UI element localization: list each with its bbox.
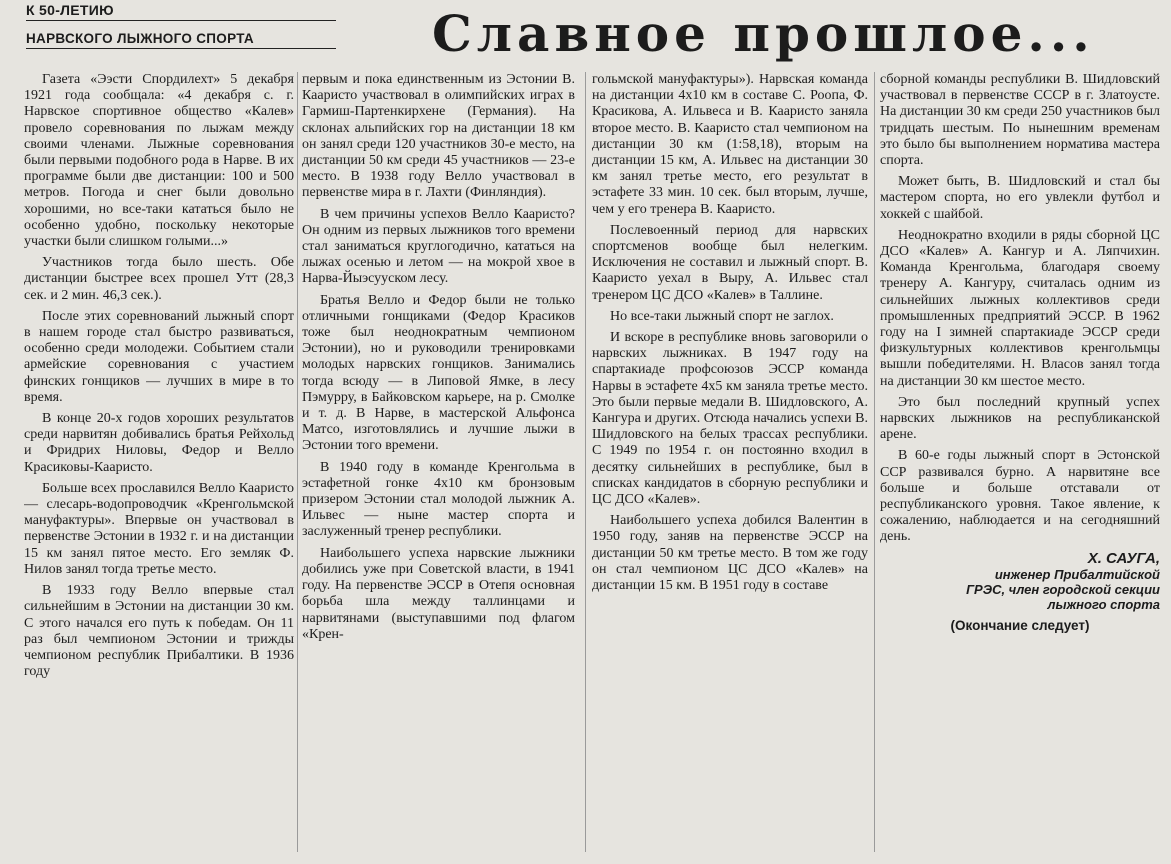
paragraph: В 60-е годы лыжный спорт в Эстонской ССР развивался бурно. А нарвитяне все больше и больше отставали от республиканского уровня. Такое явление, к сожалению, наблюдается и на сегодняшний день. bbox=[880, 448, 1160, 545]
author-name: Х. САУГА, bbox=[1087, 549, 1160, 567]
article-column-4 bbox=[880, 72, 1160, 862]
column-divider bbox=[585, 72, 586, 852]
paragraph: первым и пока единственным из Эстонии В. Кааристо участвовал в олимпийских играх в Гармиш-Партенкирхене (Германия). На склонах альпийских гор на дистанции 18 км он занял среди 120 участников 30-е место, на дистанции 50 км среди 45 участников — 23-е место. В 1938 году Велло участвовал в первенстве мира в г. Лахти (Финляндия). bbox=[302, 72, 575, 201]
paragraph: И вскоре в республике вновь заговорили о нарвских лыжниках. В 1947 году на спартакиаде профсоюзов ЭССР команда Нарвы в эстафете 4х5 км заняла третье место. Это были первые медали В. Шидловского, А. Кангура и других. Отсюда начались успехи В. Шидловского на белых трассах республики. С 1949 по 1954 г. он постоянно входил в десятку сильнейших в республике, был в списках кандидатов в сборную республики и ЦС ДСО «Калев». bbox=[592, 330, 868, 508]
column-divider bbox=[874, 72, 875, 852]
paragraph: В 1940 году в команде Кренгольма в эстафетной гонке 4х10 км бронзовым призером Эстонии стал молодой лыжник А. Ильвес — ныне мастер спорта и заслуженный тренер республики. bbox=[302, 459, 575, 540]
paragraph: гольмской мануфактуры»). Нарвская команда на дистанции 4х10 км в составе С. Роопа, Ф. Красикова, А. Ильвеса и В. Кааристо заняла второе место. В. Кааристо стал чемпионом на дистанции 30 км (1:58,18), вторым на дистанции 15 км, А. Ильвес на дистанции 30 км занял третье место, его результат в эстафете 33 мин. 10 сек. был вторым, лучше, чем у его тренера В. Кааристо. bbox=[592, 72, 868, 217]
author-signature bbox=[880, 551, 1160, 634]
article-headline: Славное прошлое... bbox=[432, 4, 1095, 63]
paragraph: Больше всех прославился Велло Кааристо — слесарь-водопроводчик «Кренгольмской мануфактуры». Впервые он участвовал в первенстве Эстонии в 1932 г. и на дистанции 15 км занял пятое место. Его земляк Ф. Нилов занял тогда третье место. bbox=[24, 480, 294, 577]
paragraph: Наибольшего успеха нарвские лыжники добились уже при Советской власти, в 1941 году. На первенстве ЭССР в Отепя основная борьба шла между таллинцами и нарвитянами (выступавшими под флагом «Крен- bbox=[302, 545, 575, 642]
kicker-topic: НАРВСКОГО ЛЫЖНОГО СПОРТА bbox=[26, 31, 336, 49]
column-divider bbox=[297, 72, 298, 852]
author-role: лыжного спорта bbox=[1047, 596, 1160, 612]
paragraph: Неоднократно входили в ряды сборной ЦС ДСО «Калев» А. Кангур и А. Ляпчихин. Команда Кренгольма, благодаря своему тренеру А. Кангуру, считалась одним из сильнейших лыжных коллективов среди промышленных предприятий ЭССР. В 1962 году на I зимней спартакиаде ЭССР среди физкультурных коллективов кренгольмцы вышли победителями. Н. Власов занял тогда на дистанции 30 км шестое место. bbox=[880, 227, 1160, 389]
paragraph: Братья Велло и Федор были не только отличными гонщиками (Федор Красиков тоже был неоднократным чемпионом Эстонии), но и руководили тренировками молодых нарвских гонщиков. Занимались тогда всюду — в Липовой Ямке, в лесу Пэмурру, в Байковском карьере, на р. Смолке и т. д. В Нарве, в мастерской Альфонса Матсо, изготовлялись и лучшие лыжи в Эстонии того времени. bbox=[302, 292, 575, 454]
paragraph: После этих соревнований лыжный спорт в нашем городе стал быстро развиваться, особенно среди молодежи. Событием стали армейские соревнования с участием финских гонщиков — лучших в мире в то время. bbox=[24, 308, 294, 405]
author-role: ГРЭС, член городской секции bbox=[966, 581, 1160, 597]
paragraph: В конце 20-х годов хороших результатов среди нарвитян добивались братья Рейхольд и Фридрих Ниловы, Федор и Велло Красиковы-Кааристо. bbox=[24, 411, 294, 475]
article-kicker bbox=[26, 2, 336, 49]
paragraph: В 1933 году Велло впервые стал сильнейшим в Эстонии на дистанции 30 км. С этого начался его путь к победам. Он 11 раз был чемпионом Эстонии и трижды чемпионом республик Прибалтики. В 1936 году bbox=[24, 583, 294, 680]
paragraph: Но все-таки лыжный спорт не заглох. bbox=[610, 308, 834, 324]
author-role: инженер Прибалтийской bbox=[994, 566, 1160, 582]
paragraph: Послевоенный период для нарвских спортсменов вообще был нелегким. Исключения не составил и лыжный спорт. В. Кааристо уехал в Выру, А. Ильвес стал тренером ЦС ДСО «Калев» в Таллине. bbox=[592, 222, 868, 303]
paragraph: Участников тогда было шесть. Обе дистанции быстрее всех прошел Утт (28,3 сек. и 2 мин. 46,3 сек.). bbox=[24, 255, 294, 303]
paragraph: Наибольшего успеха добился Валентин в 1950 году, заняв на первенстве ЭССР на дистанции 50 км третье место. В том же году он стал чемпионом ЦС ДСО «Калев» на дистанции 15 км. В 1951 году в составе bbox=[592, 513, 868, 594]
paragraph: Газета «Ээсти Спордилехт» 5 декабря 1921 года сообщала: «4 декабря с. г. Нарвское спортивное общество «Калев» провело соревнования по лыжам между своими членами. Лыжные соревнования были первыми подобного рода в Нарве. В их программе были две дистанции: 100 и 500 метров. Погода и снег были довольно хорошими, но все-таки кататься было не особенно удобно, поскольку некоторые участки были слишком голыми...» bbox=[24, 72, 294, 250]
paragraph: Может быть, В. Шидловский и стал бы мастером спорта, но его увлекли футбол и хоккей с шайбой. bbox=[880, 174, 1160, 222]
article-column-3 bbox=[592, 72, 868, 862]
paragraph: сборной команды республики В. Шидловский участвовал в первенстве СССР в г. Златоусте. На дистанции 30 км среди 250 участников был тридцать шестым. По нынешним временам это было бы выполнением норматива мастера спорта. bbox=[880, 72, 1160, 169]
article-column-1 bbox=[24, 72, 294, 862]
kicker-anniversary: К 50-ЛЕТИЮ bbox=[26, 2, 336, 21]
article-column-2 bbox=[302, 72, 575, 862]
paragraph: В чем причины успехов Велло Кааристо? Он одним из первых лыжников того времени стал заниматься круглогодично, кататься на лыжах осенью и летом — на мокрой хвое в Нарва-Йыэсууском лесу. bbox=[302, 206, 575, 287]
continuation-note: (Окончание следует) bbox=[950, 617, 1090, 633]
paragraph: Это был последний крупный успех нарвских лыжников на республиканской арене. bbox=[880, 394, 1160, 443]
